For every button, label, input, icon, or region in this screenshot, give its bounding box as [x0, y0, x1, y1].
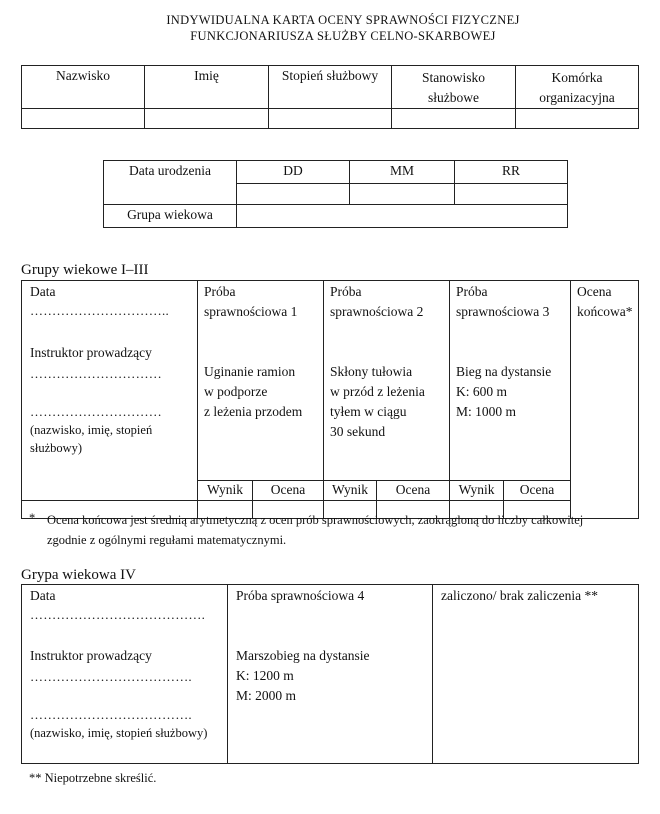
birth-date-table — [103, 160, 568, 228]
year-field[interactable] — [455, 184, 568, 205]
header-first-name: Imię — [145, 66, 269, 109]
instructor-dots-1[interactable]: ………………………… — [30, 366, 162, 381]
day-header: DD — [237, 161, 350, 184]
test-3-title-line1: Próba — [456, 284, 488, 299]
test-2-result-header: Wynik — [324, 481, 377, 501]
instructor-label: Instruktor prowadzący — [30, 345, 152, 360]
test-3-desc-line1: Bieg na dystansie — [456, 364, 552, 379]
group-4-instructor-label: Instruktor prowadzący — [30, 648, 152, 663]
day-field[interactable] — [237, 184, 350, 205]
test-2-desc-line1: Skłony tułowia — [330, 364, 413, 379]
test-4-desc-line2: K: 1200 m — [236, 668, 294, 683]
personal-data-table — [21, 65, 639, 129]
final-grade-cell[interactable] — [571, 281, 639, 519]
test-4-cell — [228, 585, 433, 764]
first-name-field[interactable] — [145, 109, 269, 129]
test-4-desc-line1: Marszobieg na dystansie — [236, 648, 370, 663]
position-field[interactable] — [392, 109, 516, 129]
instructor-dots-2[interactable]: ………………………… — [30, 404, 162, 419]
group-4-date-dots[interactable]: …………………………………. — [30, 607, 206, 622]
age-group-field[interactable] — [237, 205, 568, 228]
test-2-title-line2: sprawnościowa 2 — [330, 304, 424, 319]
group-4-name-hint: (nazwisko, imię, stopień służbowy) — [30, 726, 208, 740]
test-2-desc-line4: 30 sekund — [330, 424, 386, 439]
month-header: MM — [350, 161, 455, 184]
name-hint-line2: służbowy) — [30, 441, 83, 455]
date-dots[interactable]: ………………………….. — [30, 303, 169, 318]
document-title-line2: FUNKCJONARIUSZA SŁUŻBY CELNO-SKARBOWEJ — [190, 29, 496, 43]
note-1-line1: Ocena końcowa jest średnią arytmetyczną z ocen prób sprawnościowych, zaokrągloną do liczby całkowitej — [47, 513, 584, 527]
final-grade-label-line1: Ocena — [577, 284, 612, 299]
test-1-desc-line1: Uginanie ramion — [204, 364, 296, 379]
month-field[interactable] — [350, 184, 455, 205]
test-1-grade-header: Ocena — [253, 481, 324, 501]
group-4-table — [21, 584, 639, 764]
test-2-desc-line2: w przód z leżenia — [330, 384, 425, 399]
test-2-cell — [324, 281, 450, 481]
test-1-desc-line3: z leżenia przodem — [204, 404, 303, 419]
group-4-date-label: Data — [30, 588, 56, 603]
test-2-grade-header: Ocena — [377, 481, 450, 501]
note-1-marker: * — [29, 511, 36, 525]
groups-1-3-table — [21, 280, 639, 519]
test-3-cell — [450, 281, 571, 481]
note-2: ** Niepotrzebne skreślić. — [29, 771, 157, 785]
unit-field[interactable] — [516, 109, 639, 129]
group-4-instructor-dots-1[interactable]: ………………………………. — [30, 669, 192, 684]
name-hint-line1: (nazwisko, imię, stopień — [30, 423, 153, 437]
test-1-result-header: Wynik — [198, 481, 253, 501]
test-1-title-line2: sprawnościowa 1 — [204, 304, 298, 319]
surname-field[interactable] — [22, 109, 145, 129]
test-1-desc-line2: w podporze — [204, 384, 268, 399]
group-4-heading: Grypa wiekowa IV — [21, 567, 136, 583]
group-4-date-instructor-cell — [22, 585, 228, 764]
year-header: RR — [455, 161, 568, 184]
birth-date-label: Data urodzenia — [104, 161, 237, 205]
header-surname: Nazwisko — [22, 66, 145, 109]
test-2-desc-line3: tyłem w ciągu — [330, 404, 407, 419]
test-3-desc-line3: M: 1000 m — [456, 404, 517, 419]
test-2-title-line1: Próba — [330, 284, 362, 299]
final-grade-label-line2: końcowa* — [577, 304, 633, 319]
header-rank: Stopień służbowy — [269, 66, 392, 109]
test-1-cell — [198, 281, 324, 481]
test-4-desc-line3: M: 2000 m — [236, 688, 297, 703]
date-instructor-cell — [22, 281, 198, 501]
test-3-grade-header: Ocena — [504, 481, 571, 501]
document-title-line1: INDYWIDUALNA KARTA OCENY SPRAWNOŚCI FIZYCZNEJ — [166, 13, 520, 27]
pass-fail-label: zaliczono/ brak zaliczenia ** — [441, 588, 599, 603]
test-3-title-line2: sprawnościowa 3 — [456, 304, 550, 319]
rank-field[interactable] — [269, 109, 392, 129]
test-1-title-line1: Próba — [204, 284, 236, 299]
test-3-result-header: Wynik — [450, 481, 504, 501]
note-1-line2: zgodnie z ogólnymi regułami matematycznymi. — [47, 533, 287, 547]
test-3-desc-line2: K: 600 m — [456, 384, 508, 399]
age-group-label: Grupa wiekowa — [104, 205, 237, 228]
test-4-title: Próba sprawnościowa 4 — [236, 588, 365, 603]
header-position: Stanowisko służbowe — [392, 66, 516, 109]
group-4-instructor-dots-2[interactable]: ………………………………. — [30, 707, 192, 722]
groups-1-3-heading: Grupy wiekowe I–III — [21, 262, 149, 278]
header-unit: Komórka organizacyjna — [516, 66, 639, 109]
date-label: Data — [30, 284, 56, 299]
pass-fail-cell[interactable] — [433, 585, 639, 764]
